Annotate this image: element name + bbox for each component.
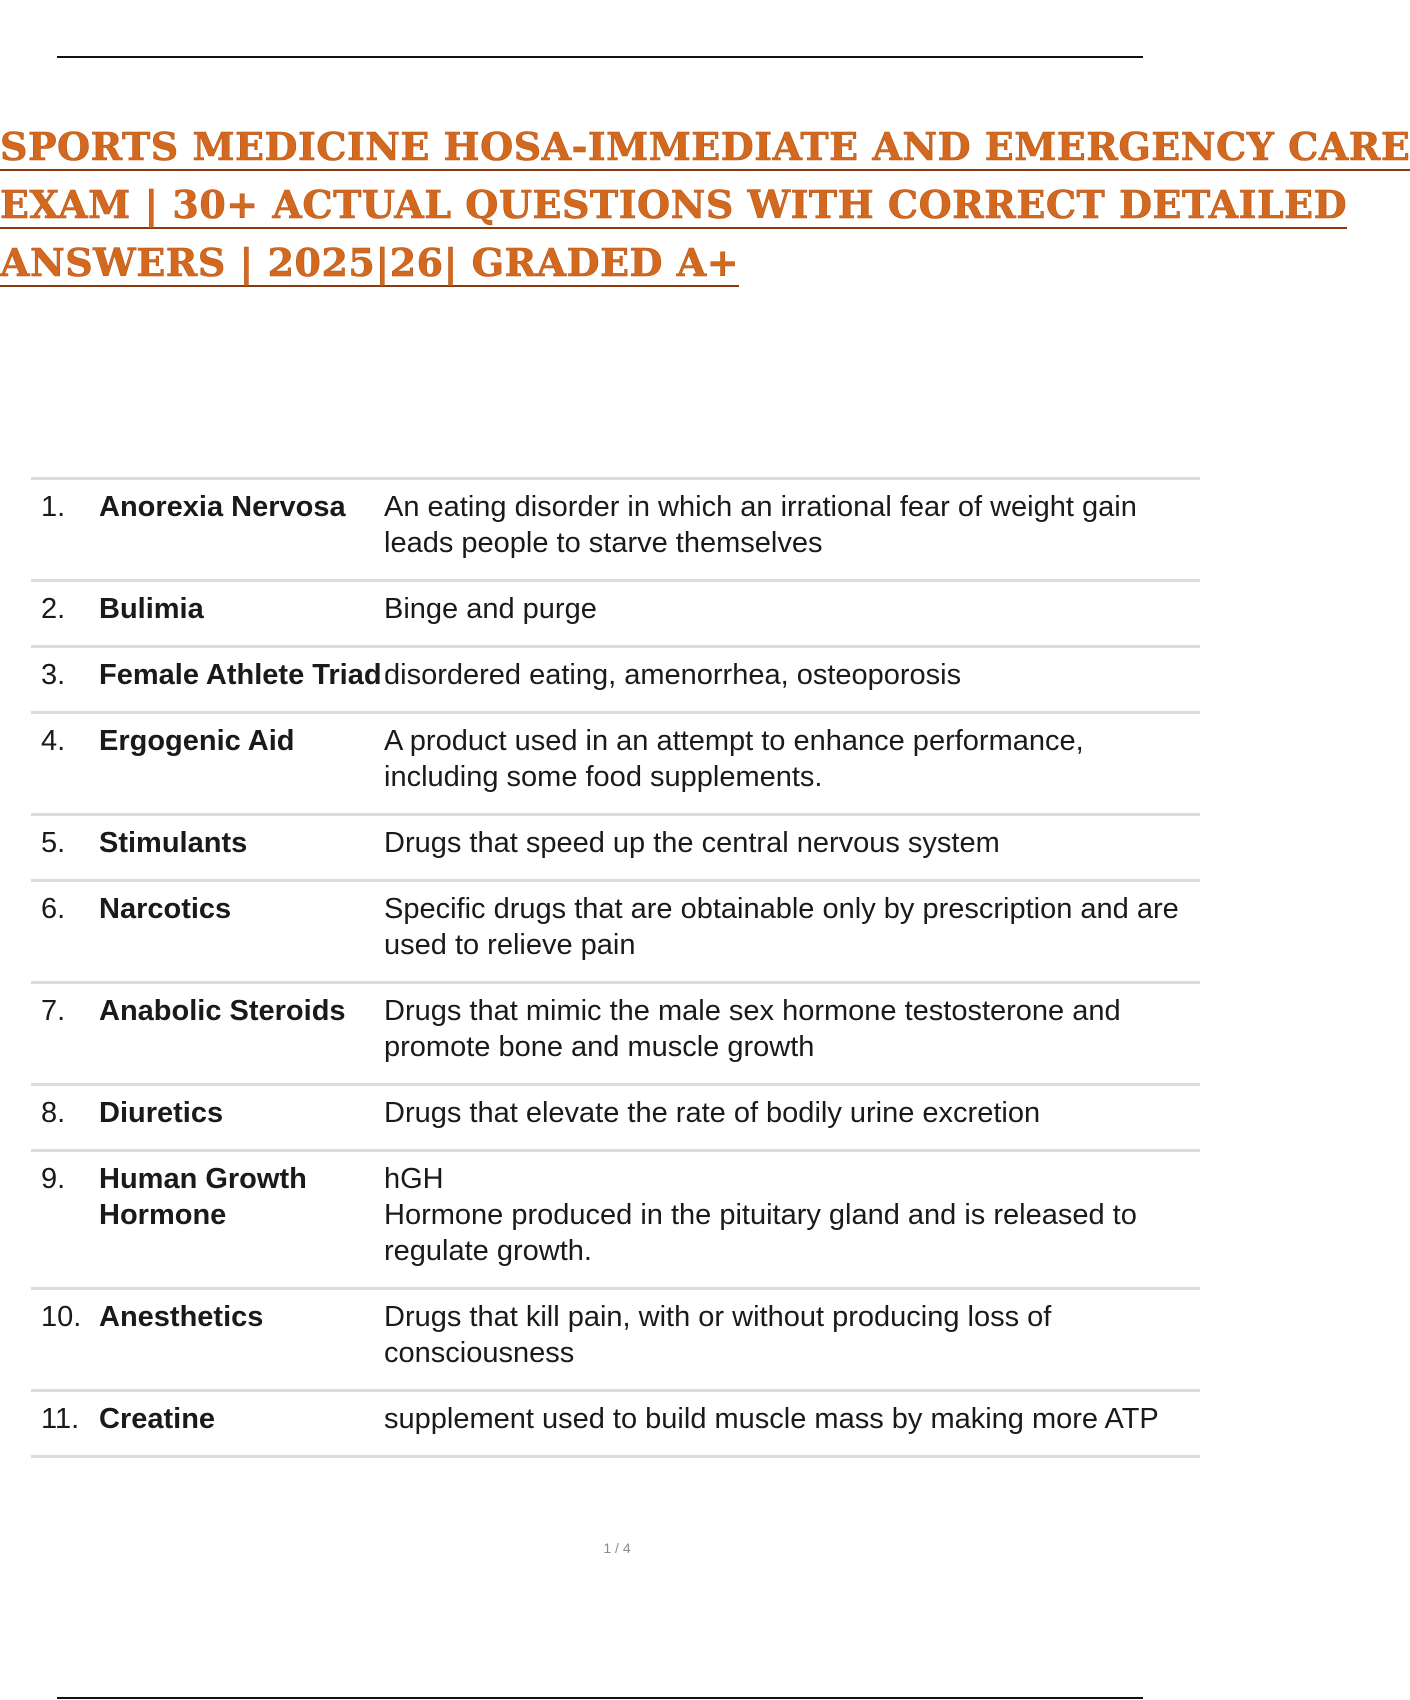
row-term: Anorexia Nervosa bbox=[99, 491, 346, 523]
table-row bbox=[31, 1289, 1200, 1391]
row-number: 5. bbox=[41, 827, 66, 859]
row-definition: Drugs that mimic the male sex hormone testosterone and promote bone and muscle growth bbox=[384, 995, 1121, 1063]
row-number: 7. bbox=[41, 995, 66, 1027]
table-row bbox=[31, 713, 1200, 815]
table-row bbox=[31, 881, 1200, 983]
table-row bbox=[31, 1151, 1200, 1289]
row-number: 2. bbox=[41, 593, 66, 625]
row-number: 8. bbox=[41, 1097, 66, 1129]
row-definition: A product used in an attempt to enhance performance, including some food supplements. bbox=[384, 725, 1084, 793]
table-row bbox=[31, 815, 1200, 881]
row-number: 11. bbox=[41, 1403, 80, 1435]
row-definition: Specific drugs that are obtainable only by prescription and are used to relieve pain bbox=[384, 893, 1179, 961]
table-row bbox=[31, 479, 1200, 581]
row-definition: An eating disorder in which an irrational fear of weight gain leads people to starve themselves bbox=[384, 491, 1137, 559]
bottom-rule bbox=[57, 1697, 1143, 1699]
page-indicator: 1 / 4 bbox=[603, 1540, 631, 1556]
table-row bbox=[31, 581, 1200, 647]
table-row bbox=[31, 647, 1200, 713]
title-line-1: SPORTS MEDICINE HOSA-IMMEDIATE AND EMERGENCY CARE bbox=[0, 124, 1410, 169]
title-line-2: EXAM | 30+ ACTUAL QUESTIONS WITH CORRECT DETAILED bbox=[0, 182, 1348, 227]
row-term: Human Growth Hormone bbox=[99, 1163, 307, 1231]
row-number: 10. bbox=[41, 1301, 82, 1333]
top-rule bbox=[57, 56, 1143, 58]
row-definition: disordered eating, amenorrhea, osteoporosis bbox=[384, 659, 962, 691]
row-term: Stimulants bbox=[99, 827, 248, 859]
row-definition: Drugs that speed up the central nervous system bbox=[384, 827, 1000, 859]
row-definition: Binge and purge bbox=[384, 593, 597, 625]
row-term: Diuretics bbox=[99, 1097, 224, 1129]
row-number: 6. bbox=[41, 893, 66, 925]
row-definition: Drugs that elevate the rate of bodily urine excretion bbox=[384, 1097, 1041, 1129]
row-term: Narcotics bbox=[99, 893, 232, 925]
table-row bbox=[31, 1391, 1200, 1457]
row-number: 1. bbox=[41, 491, 66, 523]
qa-table bbox=[31, 477, 1200, 1458]
row-number: 9. bbox=[41, 1163, 66, 1195]
row-definition: supplement used to build muscle mass by making more ATP bbox=[384, 1403, 1159, 1435]
row-term: Anesthetics bbox=[99, 1301, 264, 1333]
row-term: Bulimia bbox=[99, 593, 204, 625]
document-title bbox=[0, 118, 1410, 292]
row-number: 3. bbox=[41, 659, 66, 691]
row-number: 4. bbox=[41, 725, 66, 757]
row-term: Female Athlete Triad bbox=[99, 659, 382, 691]
row-term: Ergogenic Aid bbox=[99, 725, 295, 757]
row-term: Anabolic Steroids bbox=[99, 995, 346, 1027]
title-line-3: ANSWERS | 2025|26| GRADED A+ bbox=[0, 240, 740, 285]
row-definition: Drugs that kill pain, with or without producing loss of consciousness bbox=[384, 1301, 1052, 1369]
row-definition: hGH Hormone produced in the pituitary gland and is released to regulate growth. bbox=[384, 1163, 1137, 1267]
row-term: Creatine bbox=[99, 1403, 216, 1435]
table-row bbox=[31, 983, 1200, 1085]
table-row bbox=[31, 1085, 1200, 1151]
